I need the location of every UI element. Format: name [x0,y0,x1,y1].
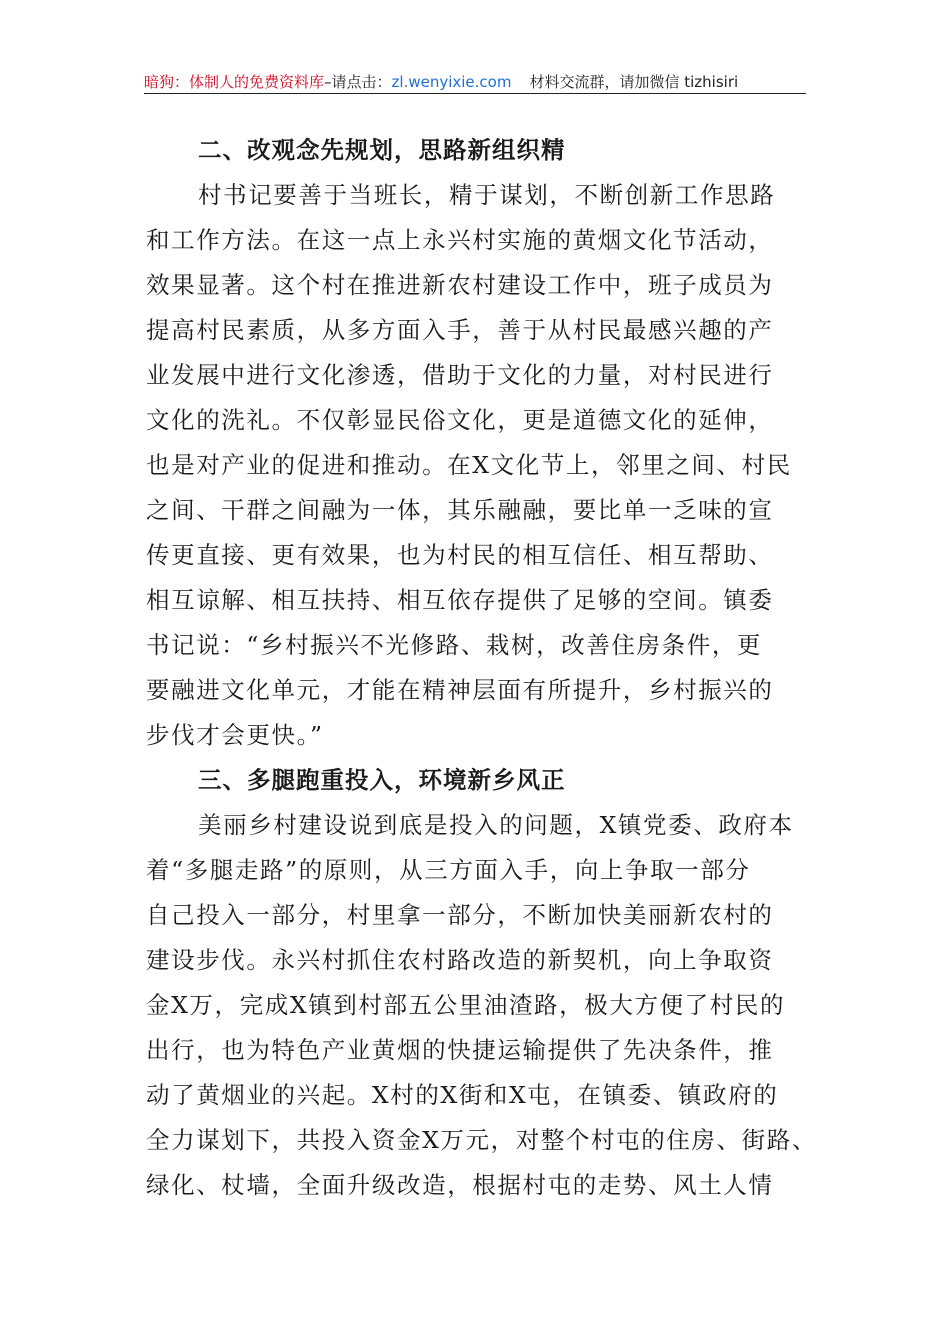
paragraph-line: 步伐才会更快。” [146,721,324,749]
paragraph-line: 全力谋划下，共投入资金X万元，对整个村屯的住房、街路、 [146,1126,817,1154]
paragraph-line: 也是对产业的促进和推动。在X文化节上，邻里之间、村民 [146,451,792,479]
paragraph-line: 金X万，完成X镇到村部五公里油渣路，极大方便了村民的 [146,991,786,1019]
header-link[interactable]: zl.wenyixie.com [391,73,512,91]
header-divider [144,93,806,94]
header-brand: 暗狗：体制人的免费资料库 [144,73,325,91]
paragraph-line: 动了黄烟业的兴起。X村的X街和X屯，在镇委、镇政府的 [146,1081,779,1109]
paragraph-line: 自己投入一部分，村里拿一部分，不断加快美丽新农村的 [146,901,774,929]
document-body [146,128,817,1208]
page-header [144,68,806,96]
paragraph-line: 相互谅解、相互扶持、相互依存提供了足够的空间。镇委 [146,586,774,614]
paragraph-line: 村书记要善于当班长，精于谋划，不断创新工作思路 [198,181,776,209]
section-heading: 二、改观念先规划，思路新组织精 [198,136,566,164]
paragraph-line: 业发展中进行文化渗透，借助于文化的力量，对村民进行 [146,361,774,389]
section-heading: 三、多腿跑重投入，环境新乡风正 [198,766,566,794]
paragraph-line: 绿化、杖墙，全面升级改造，根据村屯的走势、风土人情 [146,1171,774,1199]
paragraph-line: 建设步伐。永兴村抓住农村路改造的新契机，向上争取资 [146,946,774,974]
paragraph-line: 出行，也为特色产业黄烟的快捷运输提供了先决条件，推 [146,1036,774,1064]
paragraph-line: 提高村民素质，从多方面入手，善于从村民最感兴趣的产 [146,316,774,344]
paragraph-line: 效果显著。这个村在推进新农村建设工作中，班子成员为 [146,271,774,299]
paragraph-line: 书记说：“乡村振兴不光修路、栽树，改善住房条件，更 [146,631,763,659]
header-contact: 材料交流群，请加微信 tizhisiri [529,73,739,91]
header-prompt: –请点击： [324,73,392,91]
paragraph-line: 着“多腿走路”的原则，从三方面入手，向上争取一部分 [146,856,751,884]
paragraph-line: 传更直接、更有效果，也为村民的相互信任、相互帮助、 [146,541,774,569]
paragraph-line: 和工作方法。在这一点上永兴村实施的黄烟文化节活动， [146,226,774,254]
paragraph-line: 文化的洗礼。不仅彰显民俗文化，更是道德文化的延伸， [146,406,774,434]
paragraph-line: 要融进文化单元，才能在精神层面有所提升，乡村振兴的 [146,676,774,704]
paragraph-line: 之间、干群之间融为一体，其乐融融，要比单一乏味的宣 [146,496,774,524]
paragraph-line: 美丽乡村建设说到底是投入的问题，X镇党委、政府本 [198,811,794,839]
